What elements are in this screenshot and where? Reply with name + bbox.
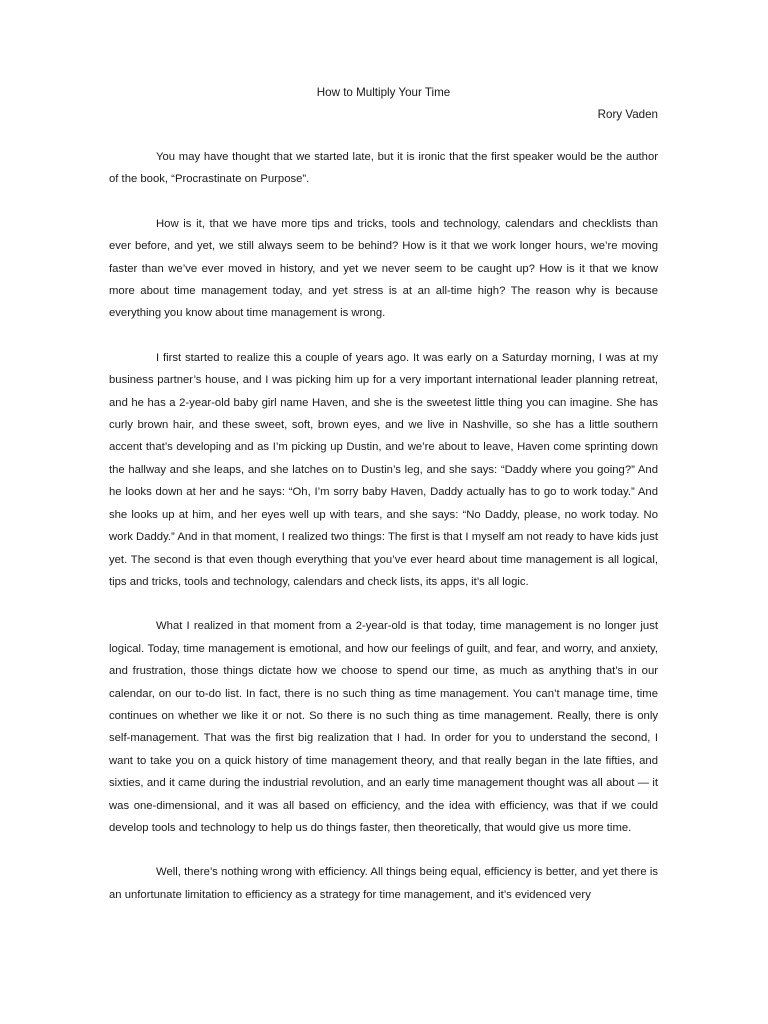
document-page <box>109 82 658 928</box>
paragraph: I first started to realize this a couple of years ago. It was early on a Saturday morning, I was at my business partner’s house, and I was picking him up for a very important international leader planning retreat, and he has a 2-year-old baby girl name Haven, and she is the sweetest little thing you can imagine. She has curly brown hair, and these sweet, soft, brown eyes, and we live in Nashville, so she has a little southern accent that’s developing and as I’m picking up Dustin, and we’re about to leave, Haven come sprinting down the hallway and she leaps, and she latches on to Dustin’s leg, and she says: “Daddy where you going?” And he looks down at her and he says: “Oh, I’m sorry baby Haven, Daddy actually has to go to work today.” And she looks up at him, and her eyes well up with tears, and she says: “No Daddy, please, no work today. No work Daddy.” And in that moment, I realized two things: The first is that I myself am not ready to have kids just yet. The second is that even though everything that you’ve ever heard about time management is all logical, tips and tricks, tools and technology, calendars and check lists, its apps, it’s all logic. <box>109 351 658 588</box>
paragraph: What I realized in that moment from a 2-year-old is that today, time management is no longer just logical. Today, time management is emotional, and how our feelings of guilt, and fear, and worry, and anxiety, and frustration, those things dictate how we choose to spend our time, as much as anything that’s in our calendar, on our to-do list. In fact, there is no such thing as time management. You can’t manage time, time continues on whether we like it or not. So there is no such thing as time management. Really, there is only self-management. That was the first big realization that I had. In order for you to understand the second, I want to take you on a quick history of time management theory, and that really began in the late fifties, and sixties, and it came during the industrial revolution, and an early time management thought was all about — it was one-dimensional, and it was all based on efficiency, and the idea with efficiency, was that if we could develop tools and technology to help us do things faster, then theoretically, that would give us more time. <box>109 620 658 834</box>
paragraph: Well, there’s nothing wrong with efficiency. All things being equal, efficiency is better, and yet there is an unfortunate limitation to efficiency as a strategy for time management, and it’s evidenced very <box>109 866 658 901</box>
paragraph: You may have thought that we started late, but it is ironic that the first speaker would be the author of the book, “Procrastinate on Purpose”. <box>109 151 658 186</box>
document-author: Rory Vaden <box>597 108 658 121</box>
paragraph: How is it, that we have more tips and tricks, tools and technology, calendars and checklists than ever before, and yet, we still always seem to be behind? How is it that we work longer hours, we’re moving faster than we’ve ever moved in history, and yet we never seem to be caught up? How is it that we know more about time management today, and yet stress is at an all-time high? The reason why is because everything you know about time management is wrong. <box>109 217 658 320</box>
document-title: How to Multiply Your Time <box>316 86 451 99</box>
